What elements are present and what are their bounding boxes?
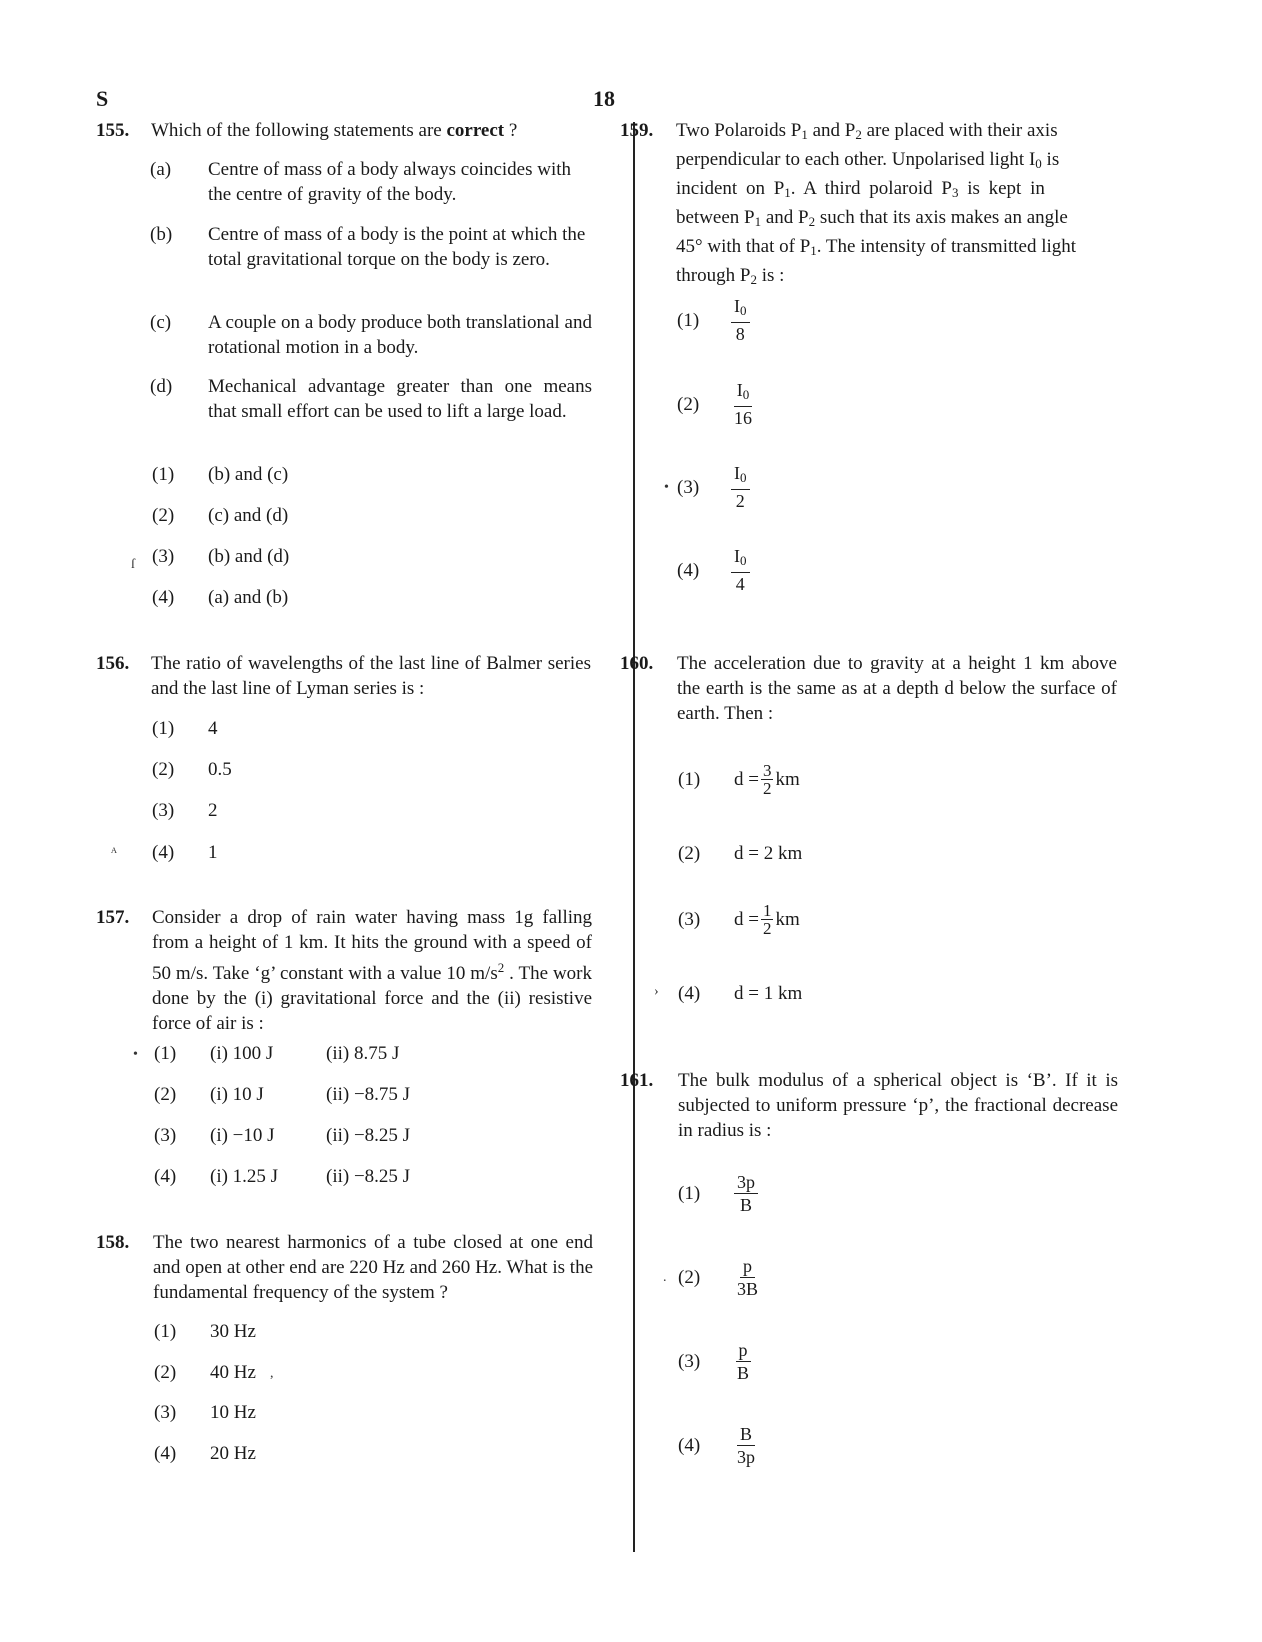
fraction: $\frac{B}{3p}$ (737, 1424, 755, 1467)
option-4[interactable]: (4) 20 Hz (154, 1443, 256, 1464)
option-2[interactable]: (2) $\frac{p}{3B}$ (678, 1256, 761, 1299)
option-4[interactable]: (4) d = 1 km (678, 983, 803, 1004)
question-number: 160. (620, 653, 654, 674)
fraction: $\frac{1}{2}$ (762, 901, 772, 938)
question-159 (620, 118, 1120, 287)
fraction: $\frac{I_0}{4}$ (731, 546, 750, 594)
option-2[interactable]: (2) 40 Hz (154, 1362, 256, 1383)
question-157 (96, 905, 596, 1035)
series-code: S (96, 86, 109, 111)
question-161 (620, 1068, 1120, 1148)
fraction: $\frac{3}{2}$ (762, 761, 772, 798)
question-text: The acceleration due to gravity at a height 1 km above the earth is the same as at a depth d below the surface of earth. Then : (677, 653, 1117, 724)
question-text: The two nearest harmonics of a tube closed at one end and open at other end are 220 Hz and 260 Hz. What is the fundamental frequency of the system ? (153, 1232, 593, 1303)
option-4[interactable]: (4) (i) 1.25 J (ii) −8.25 J (154, 1166, 411, 1187)
option-2[interactable]: (2) d = 2 km (678, 843, 803, 864)
question-number: 157. (96, 907, 130, 928)
option-4[interactable]: (4) (a) and (b) (152, 587, 289, 608)
question-number: 159. (620, 120, 654, 141)
question-160 (620, 651, 1120, 731)
option-2[interactable]: (2) (c) and (d) (152, 505, 289, 526)
option-2[interactable]: (2) 0.5 (152, 759, 232, 780)
question-156 (96, 651, 596, 703)
option-3[interactable]: (3) (b) and (d) (152, 546, 290, 567)
option-1[interactable]: (1) (b) and (c) (152, 464, 289, 485)
option-1[interactable]: (1) (i) 100 J (ii) 8.75 J (154, 1043, 400, 1064)
question-number: 158. (96, 1232, 130, 1253)
option-3[interactable]: (3) (i) −10 J (ii) −8.25 J (154, 1125, 411, 1146)
option-2[interactable]: (2) $\frac{I_0}{16}$ (677, 380, 755, 428)
fraction: $\frac{p}{B}$ (737, 1340, 750, 1383)
pencil-mark: • (133, 1047, 138, 1062)
fraction: $\frac{I_0}{16}$ (734, 380, 752, 428)
fraction: $\frac{3p}{B}$ (734, 1172, 758, 1215)
pencil-mark: • (664, 480, 669, 495)
pencil-mark: › (654, 984, 659, 999)
question-text: Which of the following statements are correct ? (151, 120, 518, 141)
option-3[interactable]: (3) $\frac{I_0}{2}$ (677, 463, 750, 511)
question-text: The ratio of wavelengths of the last line of Balmer series and the last line of Lyman series is : (151, 653, 591, 699)
question-155 (96, 118, 596, 148)
option-2[interactable]: (2) (i) 10 J (ii) −8.75 J (154, 1084, 411, 1105)
fraction: $\frac{I_0}{8}$ (731, 296, 750, 344)
option-3[interactable]: (3) d = $\frac{1}{2}$ km (678, 901, 800, 938)
pencil-mark: . (663, 1270, 667, 1285)
question-text: Consider a drop of rain water having mass 1g falling from a height of 1 km. It hits the ground with a speed of 50 m/s. Take ‘g’ constant with a value 10 $m/s^2$ . The work done by the (i) gravitational force and the (ii) resistive force of air is : (152, 907, 592, 1034)
pencil-mark: , (270, 1366, 274, 1381)
option-1[interactable]: (1) $\frac{3p}{B}$ (678, 1172, 758, 1215)
question-158 (96, 1230, 596, 1310)
fraction: $\frac{p}{3B}$ (737, 1256, 759, 1299)
option-3[interactable]: (3) 2 (152, 800, 218, 821)
question-text: Two Polaroids $P_1$ and $P_2$ are placed with their axis perpendicular to each other. Unpolarised light $I_0$ is incident on $P_1$. A third polaroid $P_3$ is kept in between $P_1$ and $P_2$ such that its axis makes an angle 45° with that of $P_1$. The intensity of transmitted light through $P_2$ is : (676, 120, 1077, 287)
option-1[interactable]: (1) 4 (152, 718, 218, 739)
page-number: 18 (593, 86, 615, 111)
question-number: 156. (96, 653, 130, 674)
option-4[interactable]: (4) $\frac{I_0}{4}$ (677, 546, 750, 594)
option-4[interactable]: (4) 1 (152, 842, 218, 863)
option-4[interactable]: (4) $\frac{B}{3p}$ (678, 1424, 758, 1467)
question-text: The bulk modulus of a spherical object is ‘B’. If it is subjected to uniform pressure ‘p’, the fractional decrease in radius is : (678, 1070, 1118, 1141)
option-1[interactable]: (1) $\frac{I_0}{8}$ (677, 296, 750, 344)
question-number: 155. (96, 120, 130, 141)
option-3[interactable]: (3) 10 Hz (154, 1402, 256, 1423)
option-1[interactable]: (1) 30 Hz (154, 1321, 256, 1342)
fraction: $\frac{I_0}{2}$ (731, 463, 750, 511)
pencil-mark: ſ (131, 557, 135, 572)
column-divider (633, 122, 635, 1552)
option-3[interactable]: (3) $\frac{p}{B}$ (678, 1340, 752, 1383)
pencil-mark: ᴬ (111, 846, 117, 861)
question-number: 161. (620, 1070, 654, 1091)
option-1[interactable]: (1) d = $\frac{3}{2}$ km (678, 761, 800, 798)
